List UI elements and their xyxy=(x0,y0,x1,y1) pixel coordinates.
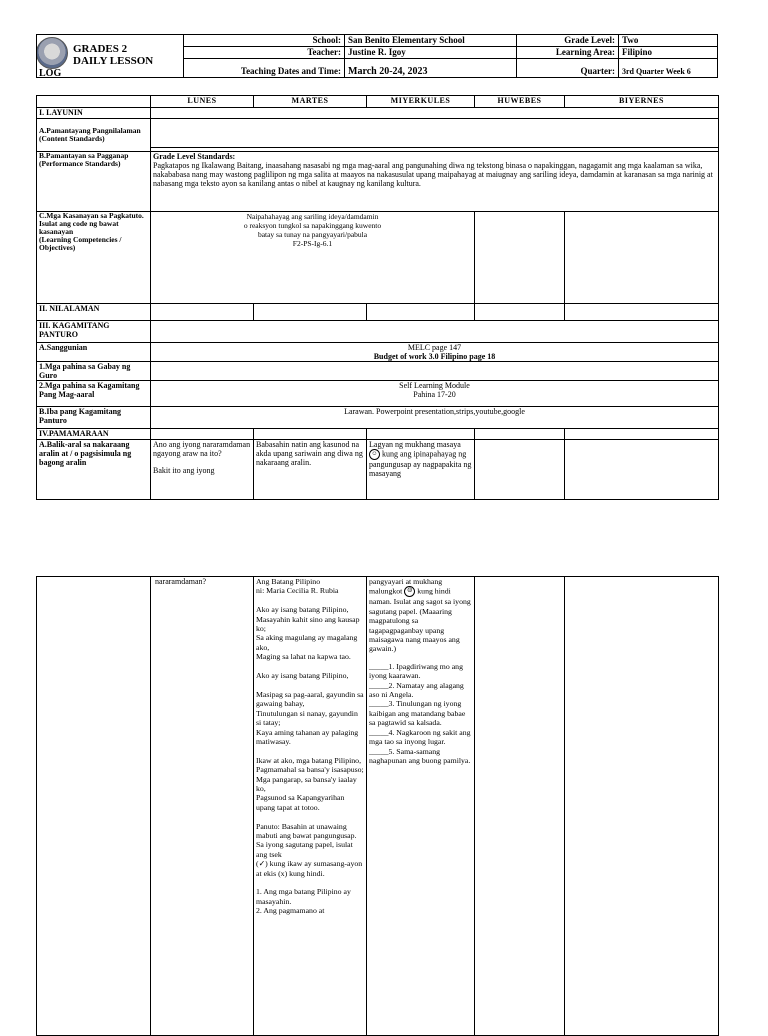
day-huwebes: HUWEBES xyxy=(475,96,565,108)
competencies-label: C.Mga Kasanayan sa Pagkatuto. Isulat ang code ng bawat kasanayan (Learning Competencies / Objectives) xyxy=(37,212,151,304)
day-biyernes: BIYERNES xyxy=(565,96,719,108)
martes-poem: Ang Batang Pilipino ni: Maria Cecilia R. Rubia Ako ay isang batang Pilipino, Masayahin kahit sino ang kausap ko; Sa aking magulang ay magalang ako, Maging sa lahat na kapwa tao. Ako ay isang batang Pilipino, Masipag sa pag-aaral, gayundin sa gawaing bahay, Tinutulungan si nanay, gayundin si tatay; Kaya aming tahanan ay palaging matiwasay. Ikaw at ako, mga batang Pilipino, Pagmamahal sa bansa'y isasapuso; Mga pangarap, sa bansa'y iaalay ko, Pagsunod sa Kapangyarihan upang tapat at totoo. Panuto: Basahin at unawaing mabuti ang bawat pangungusap. Sa iyong sagutang papel, isulat ang tsek (✓) kung ikaw ay sumasang-ayon at ekis (x) kung hindi. 1. Ang mga batang Pilipino ay masayahin. 2. Ang pagmamano at xyxy=(254,577,367,1036)
melc-line2: Budget of work 3.0 Filipino page 18 xyxy=(373,352,496,361)
guro-label: 1.Mga pahina sa Gabay ng Guro xyxy=(37,362,151,381)
content-standards-label: A.Pamantayang Pangnilalaman (Content Standards) xyxy=(39,126,141,143)
miy-prompt-b: kung ang ipinapahayag ng pangungusap ay nagpapakita ng masayang xyxy=(369,449,472,478)
day-header-row xyxy=(37,96,719,108)
header-title xyxy=(36,34,184,78)
title-line1: GRADES 2 xyxy=(73,43,128,55)
school-value: San Benito Elementary School xyxy=(345,35,517,47)
day-lunes: LUNES xyxy=(151,96,254,108)
miy-cont-b: kung hindi naman. Isulat ang sagot sa iyong sagutang papel. (Maaaring magpatulong sa tagapagpaganbay upang maisagawa nang maayos ang gawain.) xyxy=(369,586,471,654)
competencies-text: Naipahahayag ang sariling ideya/damdamin o reaksyon tungkol sa napakinggang kuwento batay sa tunay na pangyayari/pabula F2-PS-Ig-6.1 xyxy=(151,212,475,304)
iba-pang-text: Larawan. Powerpoint presentation,strips,youtube,google xyxy=(151,407,719,429)
miy-prompt-a: Lagyan ng mukhang masaya xyxy=(369,440,461,449)
gls-title: Grade Level Standards: xyxy=(153,152,236,161)
area-label: Learning Area: xyxy=(517,47,619,59)
lunes-continued: nararamdaman? xyxy=(151,577,254,1036)
iba-pang-label: B.Iba pang Kagamitang Panturo xyxy=(37,407,151,429)
section-nilalaman: II. NILALAMAN xyxy=(37,304,151,321)
sad-face-icon: ☹ xyxy=(404,586,415,597)
miyerkules-prompt xyxy=(367,440,475,500)
quarter-label: Quarter: xyxy=(517,59,619,78)
happy-face-icon: ☺ xyxy=(369,449,380,460)
dates-label: Teaching Dates and Time: xyxy=(184,59,345,78)
miy-items: _____1. Ipagdiriwang mo ang iyong kaarawan. _____2. Namatay ang alagang aso ni Angela. _____3. Tinulungan ng iyong kaibigan ang matandang babae sa pagtawid sa kalsada. _____4. Nagkaroon ng sakit ang mga tao sa inyong lugar. _____5. Sama-samang naghapunan ang buong pamilya. xyxy=(369,661,471,765)
dates-value: March 20-24, 2023 xyxy=(345,59,517,78)
lesson-table-page1 xyxy=(36,95,719,500)
lunes-prompt-2: Bakit ito ang iyong xyxy=(153,466,215,475)
header-info-table xyxy=(183,34,718,78)
lesson-table-page2 xyxy=(36,576,719,1036)
section-layunin: I. LAYUNIN xyxy=(37,108,151,119)
day-miyerkules: MIYERKULES xyxy=(367,96,475,108)
teacher-label: Teacher: xyxy=(184,47,345,59)
miy-cont-a: pangyayari at mukhang malungkot xyxy=(369,577,443,596)
sanggunian-label: A.Sanggunian xyxy=(37,343,151,362)
school-label: School: xyxy=(184,35,345,47)
mag-aaral-label: 2.Mga pahina sa Kagamitang Pang Mag-aaral xyxy=(37,381,151,407)
title-line3: LOG xyxy=(39,68,62,79)
gls-text: Pagkatapos ng Ikalawang Baitang, inaasahang nasasabi ng mga mag-aaral ang pangunahing diwa ng tekstong binasa o napakinggan, nagagamit ang mga kaalaman sa wika, nakababasa nang may wastong paglilipon ng mga salita at maayos na nakasusulat upang maipahayag at maiugnay ang sariling ideya, damdamin at karanasan sa mga narinig at nabasang mga teksto ayon sa kanilang antas o nibel at kaugnay ng kanilang kultura. xyxy=(153,161,713,188)
title-line2: DAILY LESSON xyxy=(73,55,154,67)
melc-line1: MELC page 147 xyxy=(407,343,462,352)
miyerkules-continued xyxy=(367,577,475,1036)
lunes-prompt: Ano ang iyong nararamdaman ngayong araw na ito? xyxy=(153,440,251,458)
balik-aral-label: A.Balik-aral sa nakaraang aralin at / o pagsisimula ng bagong aralin xyxy=(37,440,151,500)
martes-prompt: Babasahin natin ang kasunod na akda upang sariwain ang diwa ng nakaraang aralin. xyxy=(254,440,367,500)
day-martes: MARTES xyxy=(254,96,367,108)
grade-label: Grade Level: xyxy=(517,35,619,47)
area-value: Filipino xyxy=(619,47,718,59)
section-kagamitang: III. KAGAMITANG PANTURO xyxy=(37,321,151,343)
grade-value: Two xyxy=(619,35,718,47)
slm-line2: Pahina 17-20 xyxy=(413,390,456,399)
teacher-value: Justine R. Igoy xyxy=(345,47,517,59)
quarter-value: 3rd Quarter Week 6 xyxy=(619,59,718,78)
slm-line1: Self Learning Module xyxy=(399,381,470,390)
performance-standards-label: B.Pamantayan sa Pagganap (Performance Standards) xyxy=(37,152,151,212)
section-pamamaraan: IV.PAMAMARAAN xyxy=(37,429,151,440)
